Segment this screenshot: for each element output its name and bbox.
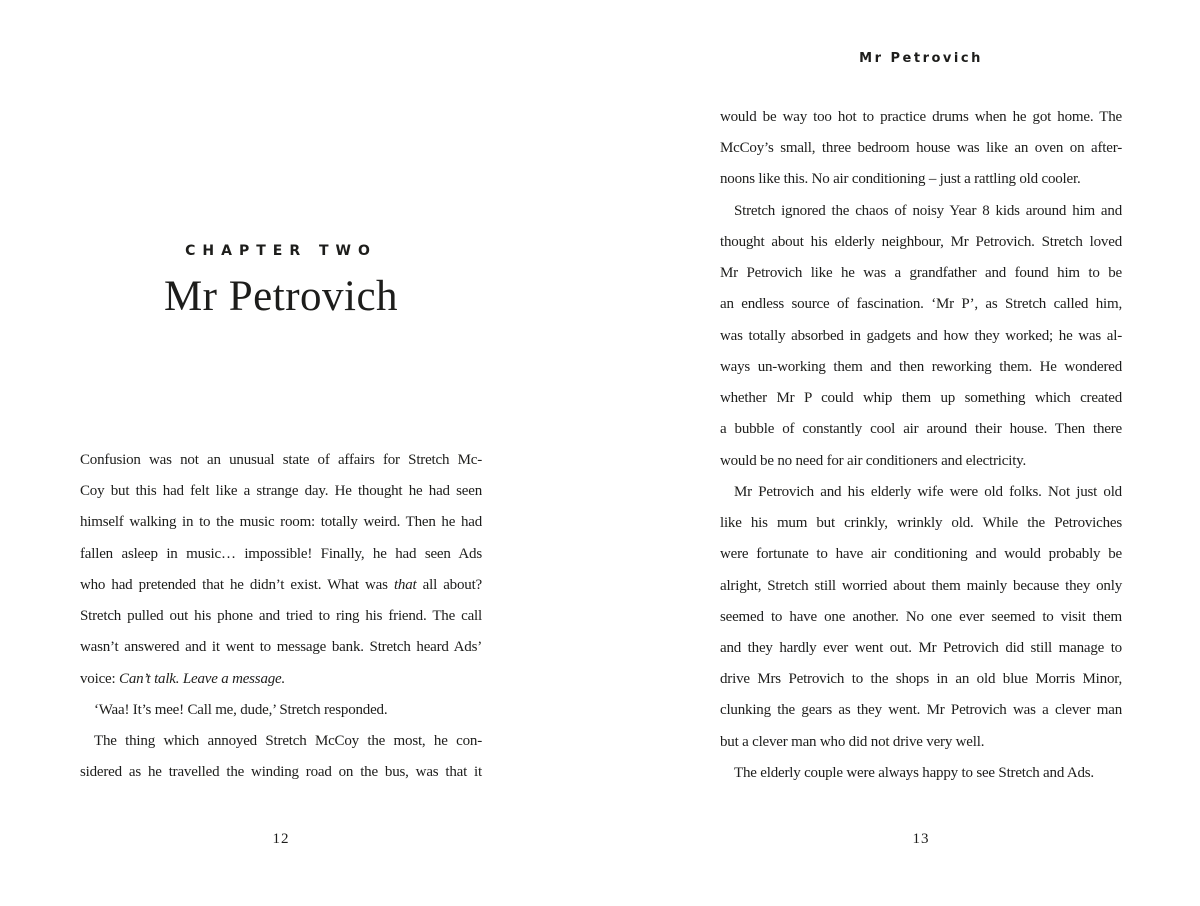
text-segment: ‘Waa! It’s mee! Call me, dude,’ Stretch responded.: [94, 701, 388, 718]
left-page-body: [80, 445, 482, 789]
text-line: [720, 133, 1122, 164]
text-line: [720, 571, 1122, 602]
text-line: [720, 508, 1122, 539]
text-line: [80, 570, 482, 601]
text-line: [720, 539, 1122, 570]
chapter-label: CHAPTER TWO: [185, 243, 377, 259]
text-segment: a bubble of constantly cool air around their house. Then there: [720, 421, 1122, 438]
text-line: [80, 601, 482, 632]
text-segment: who had pretended that he didn’t exist. What was: [80, 576, 394, 593]
running-header: Mr Petrovich: [859, 51, 983, 66]
text-line: [720, 477, 1122, 508]
text-segment: were fortunate to have air conditioning and would probably be: [720, 546, 1122, 563]
text-line: [720, 352, 1122, 383]
right-page-number: 13: [912, 831, 930, 847]
text-segment: all about?: [416, 576, 483, 593]
text-line: [80, 507, 482, 538]
left-page: [80, 0, 482, 906]
text-segment: McCoy’s small, three bedroom house was like an oven on after-: [720, 140, 1122, 157]
text-line: [720, 664, 1122, 695]
text-segment: Stretch pulled out his phone and tried to ring his friend. The call: [80, 608, 482, 625]
text-segment: himself walking in to the music room: totally weird. Then he had: [80, 514, 482, 531]
text-line: [720, 289, 1122, 320]
text-segment: thought about his elderly neighbour, Mr Petrovich. Stretch loved: [720, 233, 1122, 250]
text-line: [720, 102, 1122, 133]
right-page-body: [720, 102, 1122, 789]
text-line: [720, 695, 1122, 726]
text-line: [720, 758, 1122, 789]
text-segment: The elderly couple were always happy to see Stretch and Ads.: [734, 764, 1094, 781]
text-line: [80, 664, 482, 695]
text-line: [720, 196, 1122, 227]
text-line: [720, 414, 1122, 445]
text-segment: an endless source of fascination. ‘Mr P’, as Stretch called him,: [720, 296, 1122, 313]
text-line: [720, 258, 1122, 289]
text-segment: would be no need for air conditioners and electricity.: [720, 452, 1027, 469]
chapter-title: Mr Petrovich: [163, 273, 399, 320]
text-segment: Mr Petrovich and his elderly wife were old folks. Not just old: [734, 483, 1122, 500]
text-line: [720, 727, 1122, 758]
text-line: [720, 164, 1122, 195]
text-segment: would be way too hot to practice drums when he got home. The: [720, 109, 1122, 125]
text-line: [720, 633, 1122, 664]
text-segment: The thing which annoyed Stretch McCoy the most, he con-: [94, 733, 482, 750]
text-line: [720, 446, 1122, 477]
text-line: [80, 695, 482, 726]
text-line: [720, 602, 1122, 633]
text-line: [720, 383, 1122, 414]
text-line: [80, 757, 482, 788]
text-segment: Stretch ignored the chaos of noisy Year 8 kids around him and: [734, 202, 1122, 219]
text-segment: alright, Stretch still worried about them mainly because they only: [720, 577, 1122, 594]
text-segment: Confusion was not an unusual state of affairs for Stretch Mc-: [80, 452, 482, 468]
italic-text-segment: that: [393, 576, 417, 593]
text-line: [80, 476, 482, 507]
text-line: [720, 321, 1122, 352]
text-line: [80, 726, 482, 757]
text-line: [80, 539, 482, 570]
text-line: [80, 632, 482, 663]
text-segment: whether Mr P could whip them up something which created: [720, 390, 1122, 407]
text-segment: fallen asleep in music… impossible! Finally, he had seen Ads: [80, 545, 482, 562]
text-segment: and they hardly ever went out. Mr Petrovich did still manage to: [720, 639, 1122, 656]
text-segment: Mr Petrovich like he was a grandfather and found him to be: [720, 265, 1122, 282]
text-segment: was totally absorbed in gadgets and how they worked; he was al-: [720, 327, 1122, 344]
right-page: [720, 0, 1122, 906]
italic-text-segment: Can’t talk. Leave a message.: [119, 670, 286, 687]
text-segment: wasn’t answered and it went to message bank. Stretch heard Ads’: [80, 639, 482, 656]
text-segment: voice:: [80, 670, 120, 687]
text-segment: seemed to have one another. No one ever seemed to visit them: [720, 608, 1122, 625]
text-segment: ways un-working them and then reworking them. He wondered: [720, 358, 1122, 375]
left-page-number: 12: [272, 831, 290, 847]
text-segment: drive Mrs Petrovich to the shops in an old blue Morris Minor,: [720, 671, 1122, 688]
text-segment: sidered as he travelled the winding road on the bus, was that it: [80, 764, 482, 781]
text-line: [80, 445, 482, 476]
text-line: [720, 227, 1122, 258]
text-segment: but a clever man who did not drive very well.: [720, 733, 985, 750]
text-segment: like his mum but crinkly, wrinkly old. While the Petroviches: [720, 515, 1122, 532]
text-segment: noons like this. No air conditioning – just a rattling old cooler.: [720, 171, 1081, 188]
text-segment: clunking the gears as they went. Mr Petrovich was a clever man: [720, 702, 1122, 719]
text-segment: Coy but this had felt like a strange day. He thought he had seen: [80, 483, 482, 500]
